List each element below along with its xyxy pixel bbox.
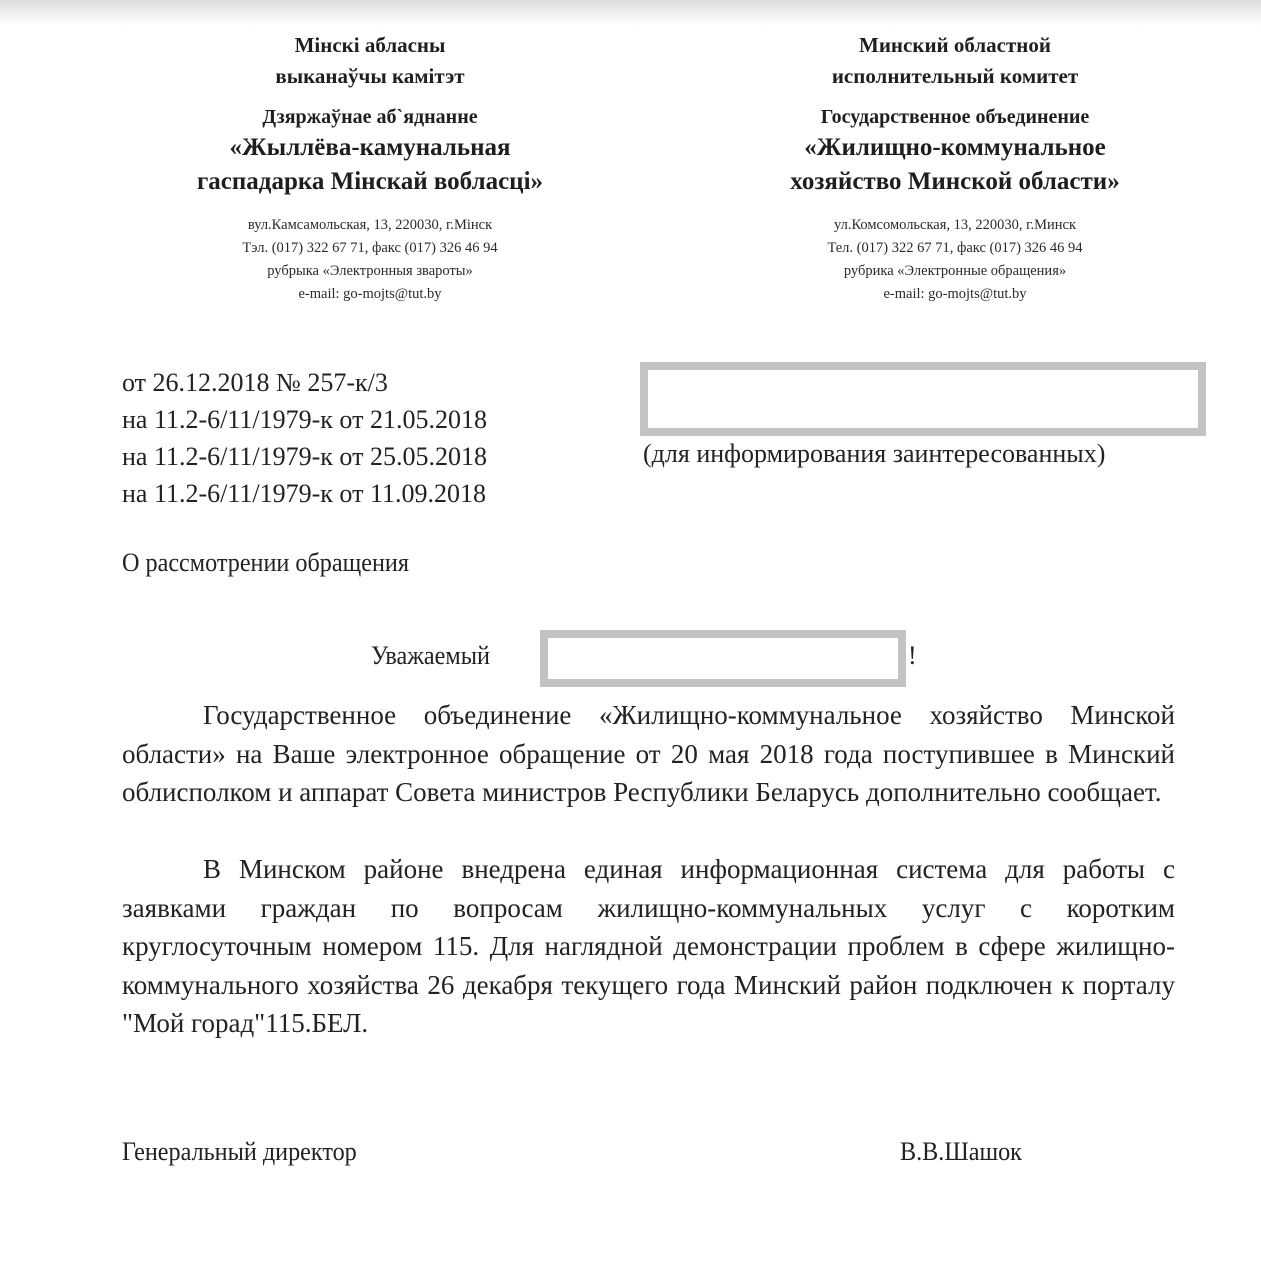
outgoing-reference: от 26.12.2018 № 257-к/3 (122, 368, 388, 397)
contact-block (120, 214, 620, 306)
address: вул.Камсамольская, 13, 220030, г.Мінск (247, 217, 493, 233)
authority-name-line2: выканаўчы камітэт (275, 64, 465, 88)
letterhead-russian (700, 30, 1210, 306)
reference-numbers (122, 364, 487, 512)
addressee-name-redaction-box (540, 630, 906, 687)
authority-name-line1: Мінскі абласны (294, 33, 446, 57)
signatory-title: Генеральный директор (122, 1137, 357, 1166)
recipient-caption: (для информирования заинтересованных) (643, 439, 1106, 468)
email: e-mail: go-mojts@tut.by (883, 286, 1027, 302)
rubric: рубрыка «Электронныя звароты» (267, 263, 473, 279)
organization-name-line2: гаспадарка Мінскай вобласці» (196, 168, 544, 195)
recipient-redaction-box (640, 362, 1206, 436)
rubric: рубрика «Электронные обращения» (843, 263, 1067, 279)
incoming-reference: на 11.2-6/11/1979-к от 25.05.2018 (122, 442, 487, 471)
body-paragraph-1: Государственное объединение «Жилищно-коммунальное хозяйство Минской области» на Ваше электронное обращение от 20 мая 2018 года поступившее в Минский облисполком и аппарат Совета министров Республики Беларусь дополнительно сообщает. (122, 700, 1175, 807)
incoming-reference: на 11.2-6/11/1979-к от 11.09.2018 (122, 479, 486, 508)
authority-name-line1: Минский областной (859, 33, 1051, 57)
greeting-exclamation: ! (908, 641, 917, 670)
phone-fax: Тел. (017) 322 67 71, факс (017) 326 46 94 (827, 240, 1083, 256)
greeting-salutation: Уважаемый (371, 641, 490, 670)
contact-block (700, 214, 1210, 306)
letter-subject: О рассмотрении обращения (122, 548, 409, 577)
address: ул.Комсомольская, 13, 220030, г.Минск (833, 217, 1076, 233)
incoming-reference: на 11.2-6/11/1979-к от 21.05.2018 (122, 405, 487, 434)
authority-name-line2: исполнительный комитет (831, 64, 1079, 88)
organization-type: Государственное объединение (820, 106, 1090, 128)
page-top-shadow (0, 0, 1261, 26)
phone-fax: Тэл. (017) 322 67 71, факс (017) 326 46 94 (242, 240, 498, 256)
email: e-mail: go-mojts@tut.by (298, 286, 442, 302)
letterhead-belarusian (120, 30, 620, 306)
organization-name-line1: «Жилищно-коммунальное (804, 134, 1106, 161)
organization-name-line1: «Жыллёва-камунальная (229, 134, 511, 161)
organization-type: Дзяржаўнае аб`яднанне (262, 106, 478, 128)
signatory-name: В.В.Шашок (900, 1137, 1022, 1166)
body-paragraph-2: В Минском районе внедрена единая информационная система для работы с заявками граждан по вопросам жилищно-коммунальных услуг с коротким круглосуточным номером 115. Для наглядной демонстрации проблем в сфере жилищно-коммунального хозяйства 26 декабря текущего года Минский район подключен к порталу "Мой горад"115.БЕЛ. (122, 854, 1175, 1038)
organization-name-line2: хозяйство Минской области» (790, 168, 1120, 195)
